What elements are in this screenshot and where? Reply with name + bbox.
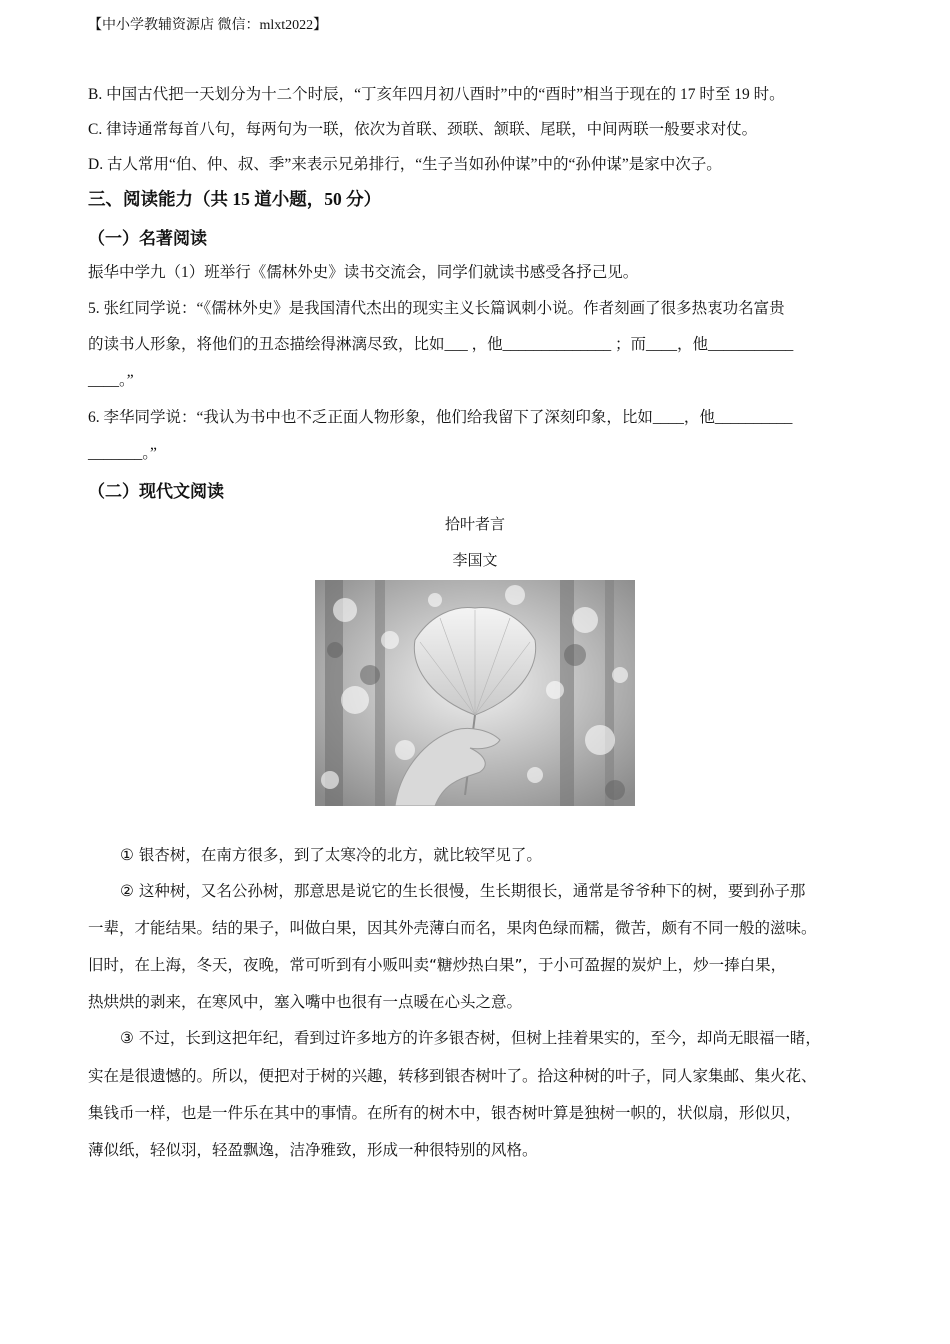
paragraph-2-line-4: 热烘烘的剥来，在寒风中，塞入嘴中也很有一点暖在心头之意。 (88, 993, 523, 1011)
paragraph-2-line-2: 一辈，才能结果。结的果子，叫做白果，因其外壳薄白而名，果肉色绿而糯，微苦，颇有不同一般的滋味。 (88, 919, 817, 937)
question-6-line-1: 6. 李华同学说：“我认为书中也不乏正面人物形象，他们给我留下了深刻印象，比如____，他__________ (88, 409, 793, 426)
option-b: B. 中国古代把一天划分为十二个时辰，“丁亥年四月初八酉时”中的“酉时”相当于现在的 17 时至 19 时。 (88, 86, 785, 103)
paragraph-2-line-3: 旧时，在上海，冬天，夜晚，常可听到有小贩叫卖“糖炒热白果”，于小可盈握的炭炉上，炒一捧白果， (88, 956, 787, 974)
question-6-line-2: _______。” (88, 445, 157, 462)
paragraph-3-line-1: ③ 不过，长到这把年纪，看到过许多地方的许多银杏树，但树上挂着果实的，至今，却尚无眼福一睹， (120, 1029, 821, 1047)
question-5-line-3: ____。” (88, 372, 134, 389)
paragraph-3-line-3: 集钱币一样，也是一件乐在其中的事情。在所有的树木中，银杏树叶算是独树一帜的，状似扇，形似贝， (88, 1104, 802, 1122)
page-header: 【中小学教辅资源店 微信：mlxt2022】 (88, 18, 328, 33)
ginkgo-leaf-photo (315, 580, 635, 806)
part-1-title: （一）名著阅读 (88, 229, 207, 248)
photo-graphic (315, 580, 635, 806)
option-d: D. 古人常用“伯、仲、叔、季”来表示兄弟排行，“生子当如孙仲谋”中的“孙仲谋”是家中次子。 (88, 156, 722, 173)
article-title: 拾叶者言 (444, 515, 505, 533)
question-5-line-2: 的读书人形象，将他们的丑态描绘得淋漓尽致，比如___ ，他______________ ；而____，他___________ (88, 336, 794, 353)
article-author: 李国文 (452, 551, 498, 569)
part-2-title: （二）现代文阅读 (88, 482, 224, 501)
paragraph-3-line-2: 实在是很遗憾的。所以，便把对于树的兴趣，转移到银杏树叶了。拾这种树的叶子，同人家集邮、集火花、 (88, 1067, 817, 1085)
option-c: C. 律诗通常每首八句，每两句为一联，依次为首联、颈联、颔联、尾联，中间两联一般要求对仗。 (88, 121, 758, 138)
paragraph-1: ① 银杏树，在南方很多，到了太寒冷的北方，就比较罕见了。 (120, 846, 542, 864)
section-3-title: 三、阅读能力（共 15 道小题，50 分） (88, 189, 382, 209)
reading-intro: 振华中学九（1）班举行《儒林外史》读书交流会，同学们就读书感受各抒己见。 (88, 264, 639, 281)
paragraph-2-line-1: ② 这种树，又名公孙树，那意思是说它的生长很慢，生长期很长，通常是爷爷种下的树，要到孙子那 (120, 882, 806, 900)
paragraph-3-line-4: 薄似纸，轻似羽，轻盈飘逸，洁净雅致，形成一种很特别的风格。 (88, 1141, 538, 1159)
question-5-line-1: 5. 张红同学说：“《儒林外史》是我国清代杰出的现实主义长篇讽刺小说。作者刻画了很多热衷功名富贵 (88, 300, 785, 317)
